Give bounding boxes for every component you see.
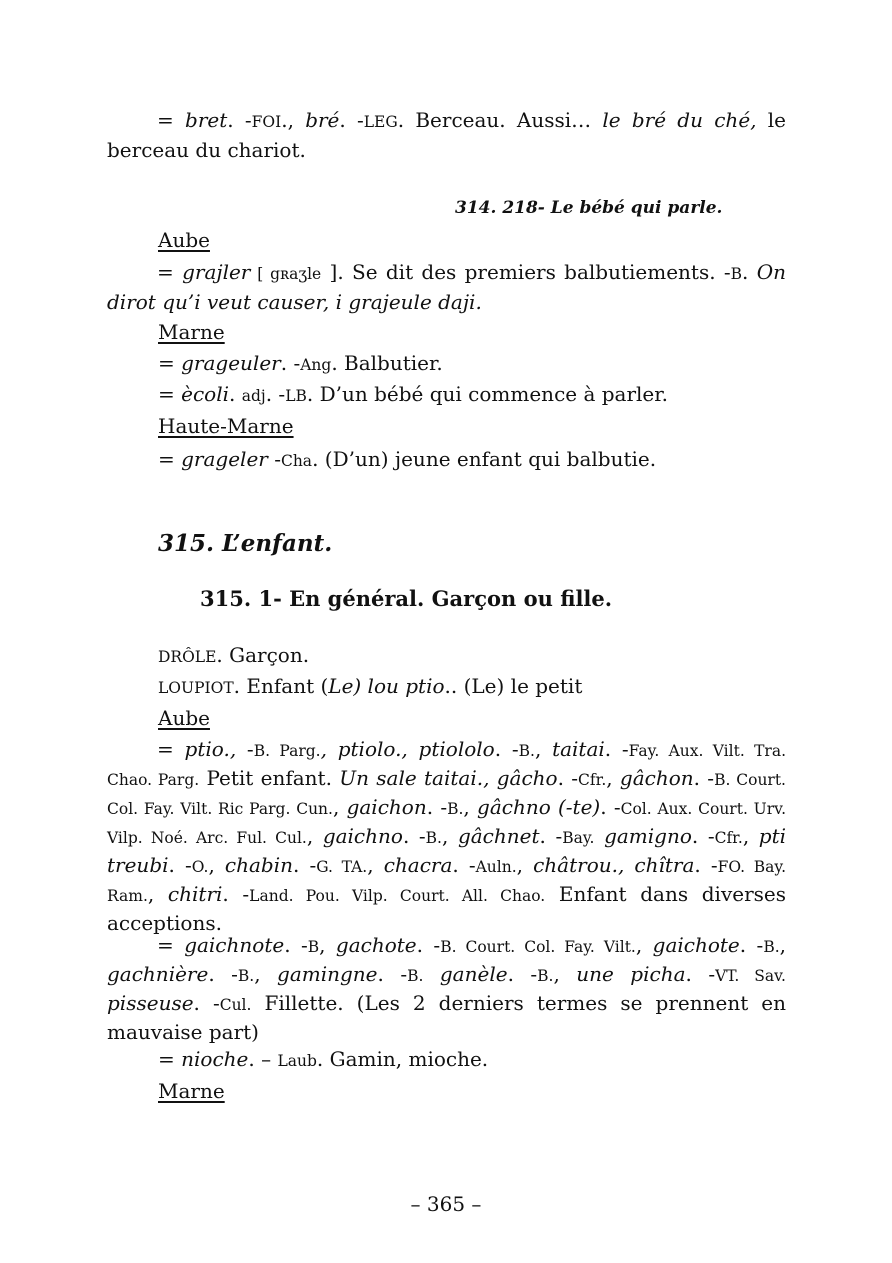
source-abbrev: B. [518,742,535,760]
headword: ècoli [181,382,229,406]
text: . Balbutier. [331,351,443,375]
headword: gaichnote [184,933,285,957]
text: [ [250,265,271,283]
headword: gaichno [322,824,403,848]
text: . - [685,962,716,986]
source-abbrev: B. [407,967,424,985]
text: . - [280,351,301,375]
example: le bré du ché, [602,108,757,132]
source-abbrev: B. [237,967,255,985]
entry-bret [107,106,786,164]
source-abbrev: VT. Sav. [715,967,786,985]
source-abbrev: LEG [363,113,398,131]
headword: bret [185,108,228,132]
text: Petit enfant. [199,766,340,790]
text: , [147,882,168,906]
text: . - [691,824,715,848]
source-abbrev: Ang [300,356,332,374]
entry-drole [158,641,309,671]
headword: grageler [181,447,268,471]
source-abbrev: O. [191,858,209,876]
entry-grageuler [158,349,443,379]
headword: gaichote [652,933,740,957]
headword: ganèle [439,962,508,986]
headword-caps: LOUPIOT [158,679,234,697]
source-abbrev: Bay. [562,829,595,847]
text: Fillette. (Les 2 derniers termes se prennent en mauvaise part) [107,991,786,1044]
source-abbrev: B [730,265,743,283]
source-abbrev: B. [537,967,554,985]
source-abbrev: B. Parg. [253,742,321,760]
text: , [332,795,347,819]
headword: taitai [552,737,605,761]
text: . - [604,737,629,761]
text: . - [222,882,250,906]
text: - [236,737,254,761]
text: , [441,824,458,848]
text: . - [739,933,764,957]
text: .. (Le) le petit [444,674,583,698]
text: = [158,447,182,471]
text: . Enfant ( [233,674,329,698]
source-abbrev: Land. Pou. Vilp. Court. All. Chao. [249,887,546,905]
text: , [254,962,278,986]
source-abbrev: Cul. [219,996,252,1014]
text: , [553,962,577,986]
section-heading-315: 315. L’enfant. [158,530,333,557]
headword: gaichon [346,795,427,819]
headword-caps: DRÔLE [158,648,217,666]
entry-loupiot [158,672,582,702]
headword: une picha [576,962,686,986]
text: . Gamin, mioche. [316,1047,489,1071]
text: = [157,737,185,761]
text: . - [539,824,563,848]
region-label-aube: Aube [158,228,210,252]
text: . - [494,737,519,761]
headword: nioche [181,1047,249,1071]
source-abbrev: B. [447,800,464,818]
text: , [534,737,553,761]
text: . - [416,933,441,957]
headword: chitri [167,882,223,906]
text: = [157,260,183,284]
entry-ecoli [158,380,668,410]
source-abbrev: FO. Bay. Ram. [107,858,787,905]
text: = [158,1047,182,1071]
source-abbrev: Laub [277,1052,317,1070]
text: . Berceau. Aussi… [397,108,603,132]
entry-nioche [158,1045,488,1075]
source-abbrev: LB [285,387,307,405]
text: . - [600,795,621,819]
headword: chabin [224,853,293,877]
region-label-aube: Aube [158,706,210,730]
text: . - [284,933,308,957]
text: . - [339,108,364,132]
text: . - [168,853,192,877]
text: , [319,933,336,957]
grammar-abbrev: adj [241,387,266,405]
headword: gamigno [604,824,692,848]
source-abbrev: B [307,938,320,956]
headword: gâchon [619,766,694,790]
headword: pisseuse [107,991,194,1015]
headword: gachnière [107,962,209,986]
region-label-haute-marne: Haute-Marne [158,414,294,438]
text: . - [452,853,476,877]
entry-grageler [158,445,656,475]
text: , [779,933,786,957]
headword: pti treubi [107,824,787,877]
text: . D’un bébé qui commence à parler. [306,382,668,406]
source-abbrev: B. [763,938,780,956]
text: le berceau du chariot. [107,108,786,162]
text: . [742,260,757,284]
example: Le) lou ptio [328,674,445,698]
text: . - [694,853,718,877]
headword: gamingne [277,962,378,986]
source-abbrev: Cha [280,452,313,470]
headword: bré [305,108,340,132]
text: ]. Se dit des premiers balbutiements. - [321,260,731,284]
headword: gachote [335,933,417,957]
headword: grajler [182,260,251,284]
text: . - [208,962,238,986]
text [423,962,439,986]
text: , [367,853,384,877]
text: . - [377,962,408,986]
section-heading-315-1: 315. 1- En général. Garçon ou fille. [200,586,613,611]
text: = [157,108,186,132]
text: , [463,795,478,819]
text: = [157,933,185,957]
text: . Garçon. [216,643,310,667]
source-abbrev: B. Court. Col. Fay. Vilt. Ric Parg. Cun. [107,771,786,818]
text: , [516,853,534,877]
entry-gaichnote [107,932,786,1048]
example: On dirot qu’i veut causer, i grajeule daji. [107,260,786,314]
source-abbrev: Cfr. [714,829,743,847]
text: = [158,351,182,375]
text [594,824,604,848]
headword: chacra [383,853,453,877]
text: , [208,853,225,877]
text: . - [193,991,220,1015]
region-label-marne: Marne [158,1079,225,1103]
text: . [229,382,242,406]
text: . - [265,382,286,406]
source-abbrev: Col. Aux. Court. Urv. Vilp. Noé. Arc. Ful. Cul. [107,800,786,847]
text: ., [281,108,306,132]
text: = [158,382,182,406]
text: . - [426,795,448,819]
source-abbrev: Fay. Aux. Vilt. Tra. Chao. Parg. [107,742,786,789]
text: . – [248,1047,278,1071]
text: Enfant dans diverses acceptions. [107,882,786,935]
page-number: – 365 – [410,1192,482,1216]
headword: gâchno (-te) [477,795,601,819]
entry-grajler [107,258,786,316]
text: , [635,933,653,957]
text: , [306,824,323,848]
text: , [742,824,759,848]
section-heading-314: 314. 218- Le bébé qui parle. [455,198,723,218]
text: , [606,766,620,790]
headword: châtrou., chîtra [533,853,695,877]
text: . - [557,766,579,790]
headword: grageuler [181,351,281,375]
text: . (D’un) jeune enfant qui balbutie. [312,447,657,471]
text: . - [693,766,715,790]
headword: gâchnet [457,824,540,848]
source-abbrev: G. TA. [316,858,368,876]
source-abbrev: FOI [251,113,282,131]
entry-ptio [107,736,786,939]
source-abbrev: Cfr. [578,771,607,789]
text: . - [402,824,426,848]
text: . - [507,962,538,986]
source-abbrev: B. Court. Col. Fay. Vilt. [440,938,636,956]
phonetic: gʀaʒle [270,265,322,283]
text: - [267,447,281,471]
headword: Un sale taitai., gâcho [339,766,558,790]
source-abbrev: Auln. [475,858,517,876]
headword: , ptiolo., ptiololo [320,737,495,761]
text: . - [227,108,252,132]
text: . - [293,853,317,877]
region-label-marne: Marne [158,320,225,344]
source-abbrev: B. [425,829,442,847]
headword: ptio., [184,737,237,761]
